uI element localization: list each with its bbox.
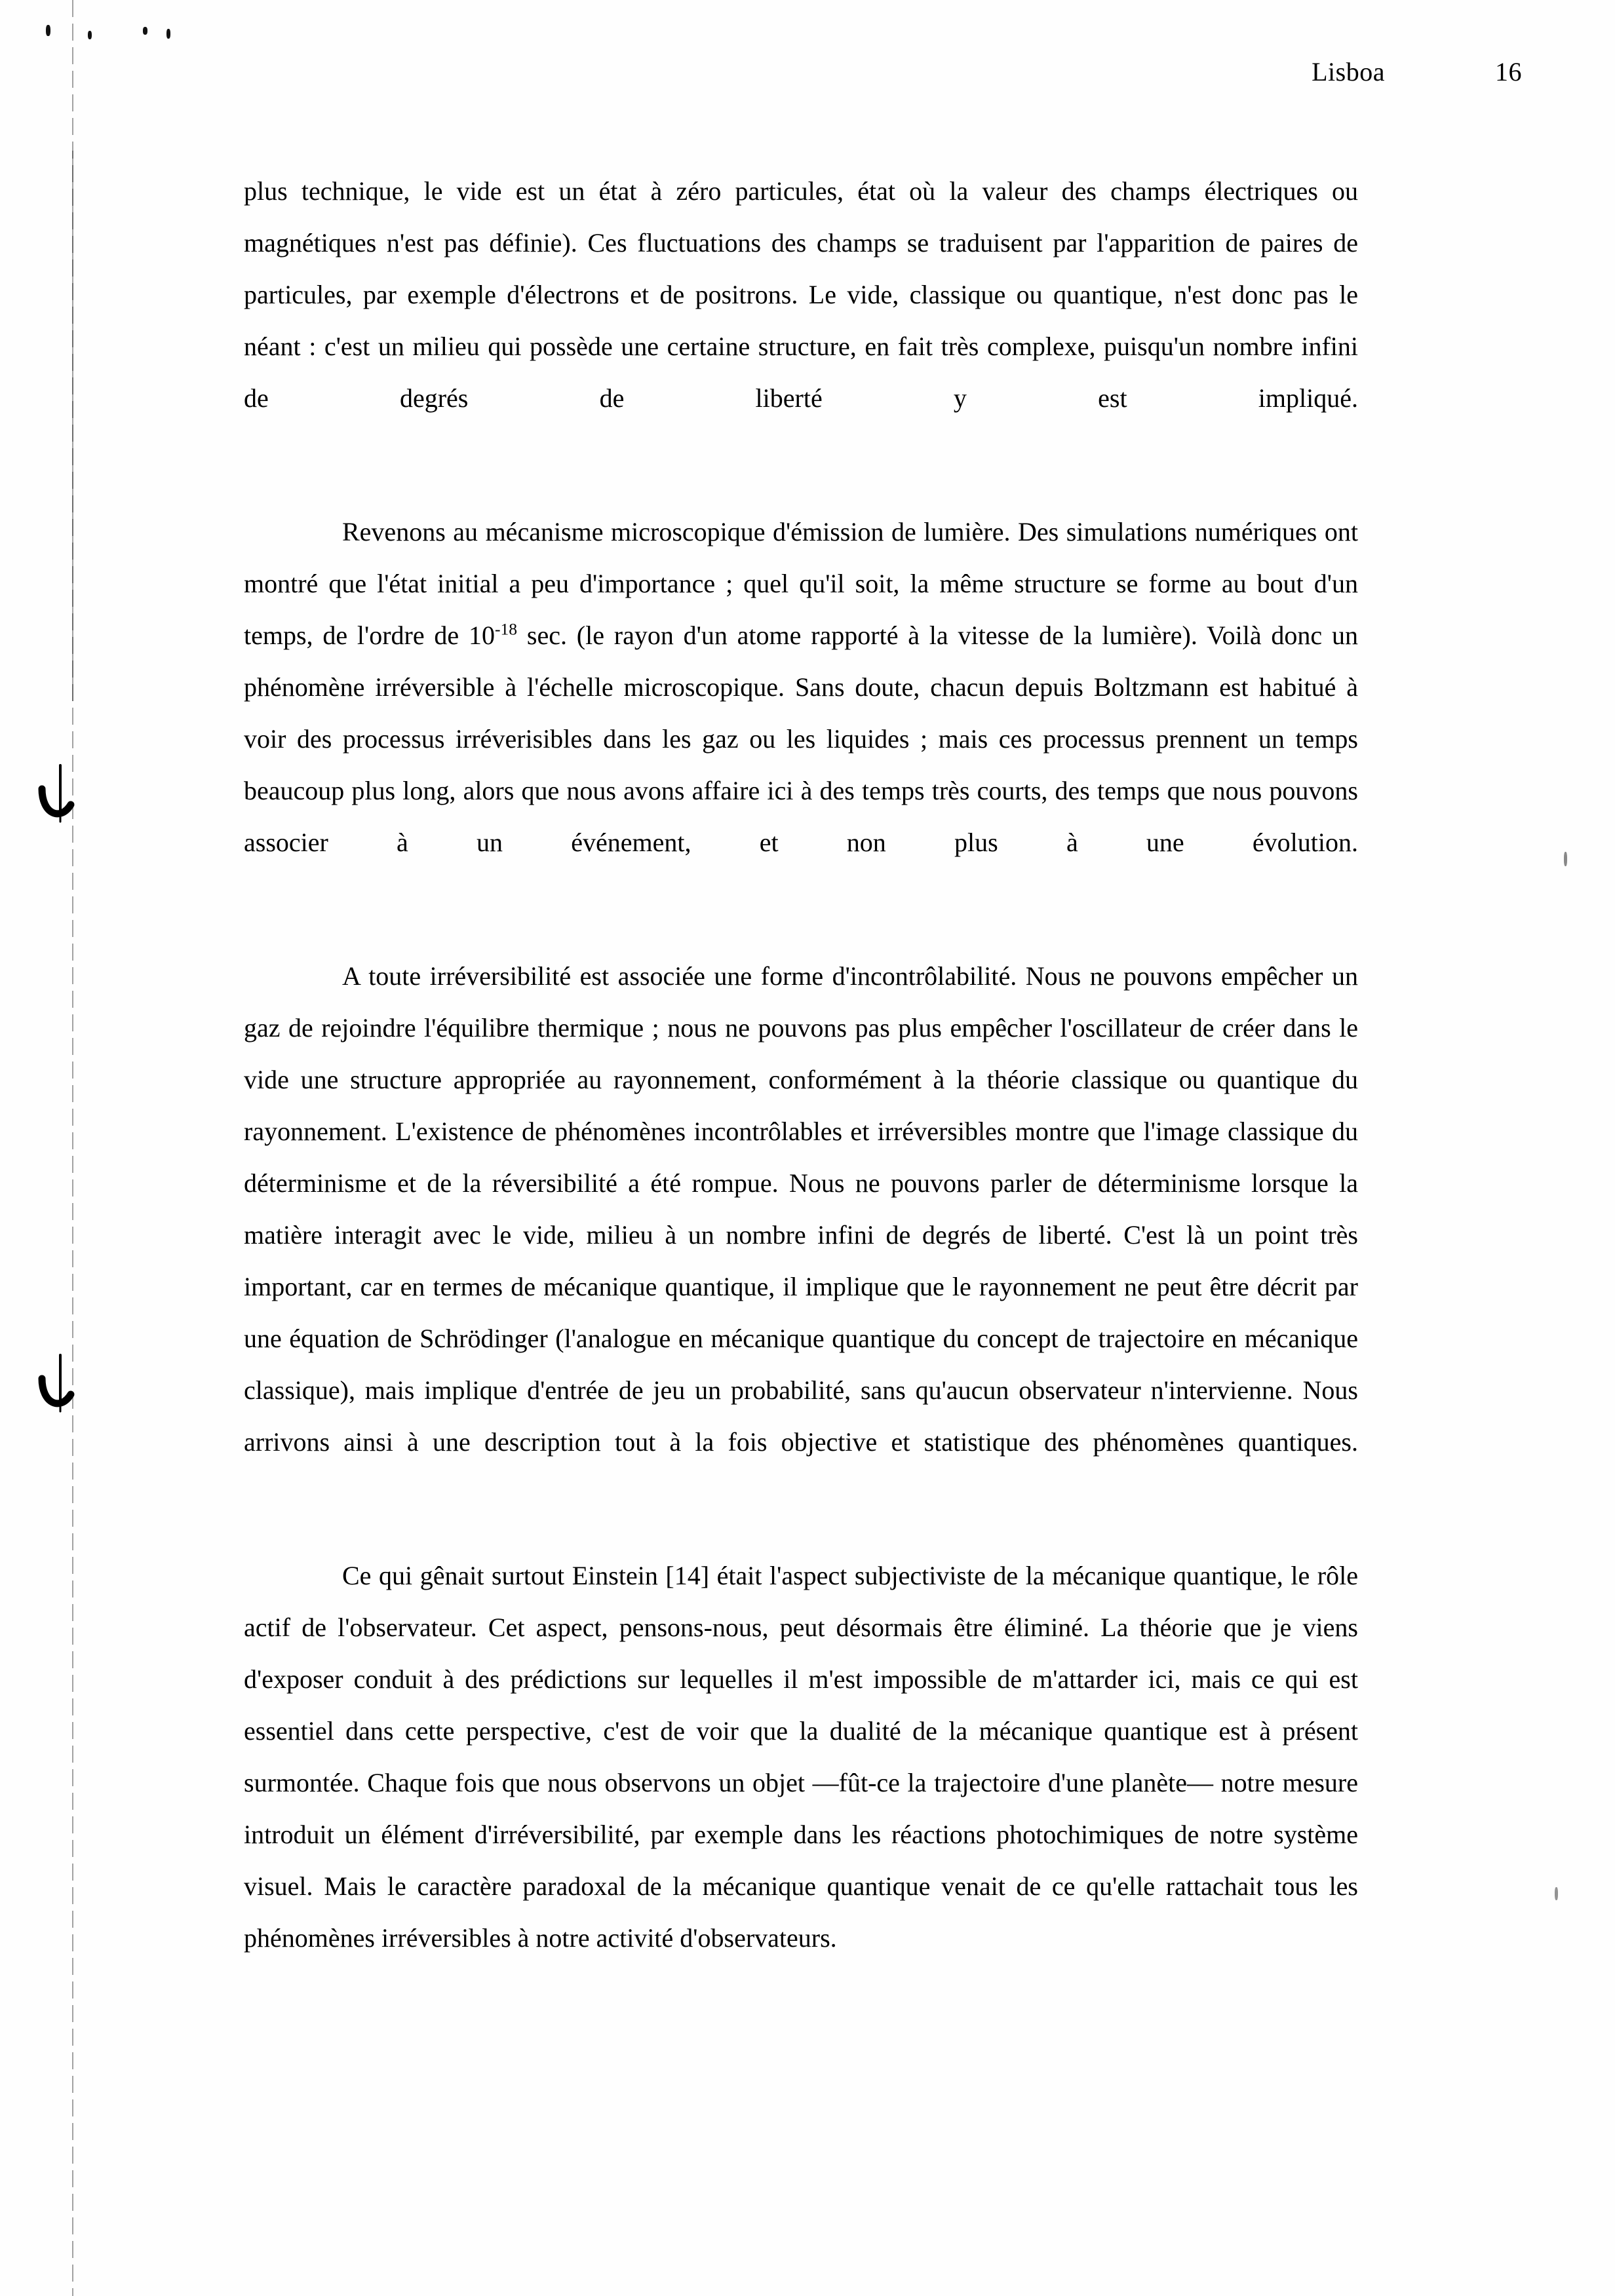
paragraph-4 xyxy=(244,1550,1358,1964)
scan-speck xyxy=(88,31,92,39)
down-arrow-hook-icon xyxy=(28,760,93,839)
running-head-venue: Lisboa xyxy=(1312,57,1385,86)
paragraph-1 xyxy=(244,165,1358,476)
paragraph-3 xyxy=(244,950,1358,1520)
page-number: 16 xyxy=(1495,57,1522,86)
scan-speck xyxy=(1555,1887,1558,1900)
paragraph-3-text: A toute irréversibilité est associée une forme d'incontrôlabilité. Nous ne pouvons empêcher un gaz de rejoindre l'équilibre thermique ; nous ne pouvons pas plus empêcher l'oscillateur de créer dans le vide une structure appropriée au rayonnement, conformément à la théorie classique ou quantique du rayonnement. L'existence de phénomènes incontrôlables et irréversibles montre que l'image classique du déterminisme et de la réversibilité a été rompue. Nous ne pouvons parler de déterminisme lorsque la matière interagit avec le vide, milieu à un nombre infini de degrés de liberté. C'est là un point très important, car en termes de mécanique quantique, il implique que le rayonnement ne peut être décrit par une équation de Schrödinger (l'analogue en mécanique quantique du concept de trajectoire en mécanique classique), mais implique d'entrée de jeu un probabilité, sans qu'aucun observateur n'intervienne. Nous arrivons ainsi à une description tout à la fois objective et statistique des phénomènes quantiques. xyxy=(244,961,1358,1457)
margin-annotation-mark-2 xyxy=(28,1350,93,1428)
paragraph-2-text-before-exponent: Revenons au mécanisme microscopique d'émission de lumière. Des simulations numériques ont montré que l'état initial a peu d'importance ; quel qu'il soit, la même structure se forme au bout d'un temps, de l'ordre de 10 xyxy=(244,517,1358,650)
down-arrow-hook-icon xyxy=(28,1350,93,1428)
body-text-column xyxy=(244,165,1358,1970)
paragraph-2 xyxy=(244,506,1358,920)
exponent-negative-18: -18 xyxy=(494,619,518,639)
paragraph-1-text: plus technique, le vide est un état à zéro particules, état où la valeur des champs électriques ou magnétiques n'est pas définie). Ces fluctuations des champs se traduisent par l'apparition de paires de particules, par exemple d'électrons et de positrons. Le vide, classique ou quantique, n'est donc pas le néant : c'est un milieu qui possède une certaine structure, en fait très complexe, puisqu'un nombre infini de degrés de liberté y est impliqué. xyxy=(244,176,1358,413)
scan-speck xyxy=(46,25,50,36)
running-head xyxy=(0,56,1615,87)
scan-fold-line-solid-segment xyxy=(72,151,73,701)
scan-speck xyxy=(1564,852,1567,866)
scan-speck xyxy=(143,27,147,35)
scan-speck xyxy=(166,29,170,39)
margin-annotation-mark-1 xyxy=(28,760,93,839)
paragraph-2-text-after-exponent: sec. (le rayon d'un atome rapporté à la vitesse de la lumière). Voilà donc un phénomène irréversible à l'échelle microscopique. Sans doute, chacun depuis Boltzmann est habitué à voir des processus irréverisibles dans les gaz ou les liquides ; mais ces processus prennent un temps beaucoup plus long, alors que nous avons affaire ici à des temps très courts, des temps que nous pouvons associer à un événement, et non plus à une évolution. xyxy=(244,621,1358,857)
paragraph-4-text: Ce qui gênait surtout Einstein [14] était l'aspect subjectiviste de la mécanique quantique, le rôle actif de l'observateur. Cet aspect, pensons-nous, peut désormais être éliminé. La théorie que je viens d'exposer conduit à des prédictions sur lequelles il m'est impossible de m'attarder ici, mais ce qui est essentiel dans cette perspective, c'est de voir que la dualité de la mécanique quantique est à présent surmontée. Chaque fois que nous observons un objet —fût-ce la trajectoire d'une planète— notre mesure introduit un élément d'irréversibilité, par exemple dans les réactions photochimiques de notre système visuel. Mais le caractère paradoxal de la mécanique quantique venait de ce qu'elle rattachait tous les phénomènes irréversibles à notre activité d'observateurs. xyxy=(244,1561,1358,1953)
